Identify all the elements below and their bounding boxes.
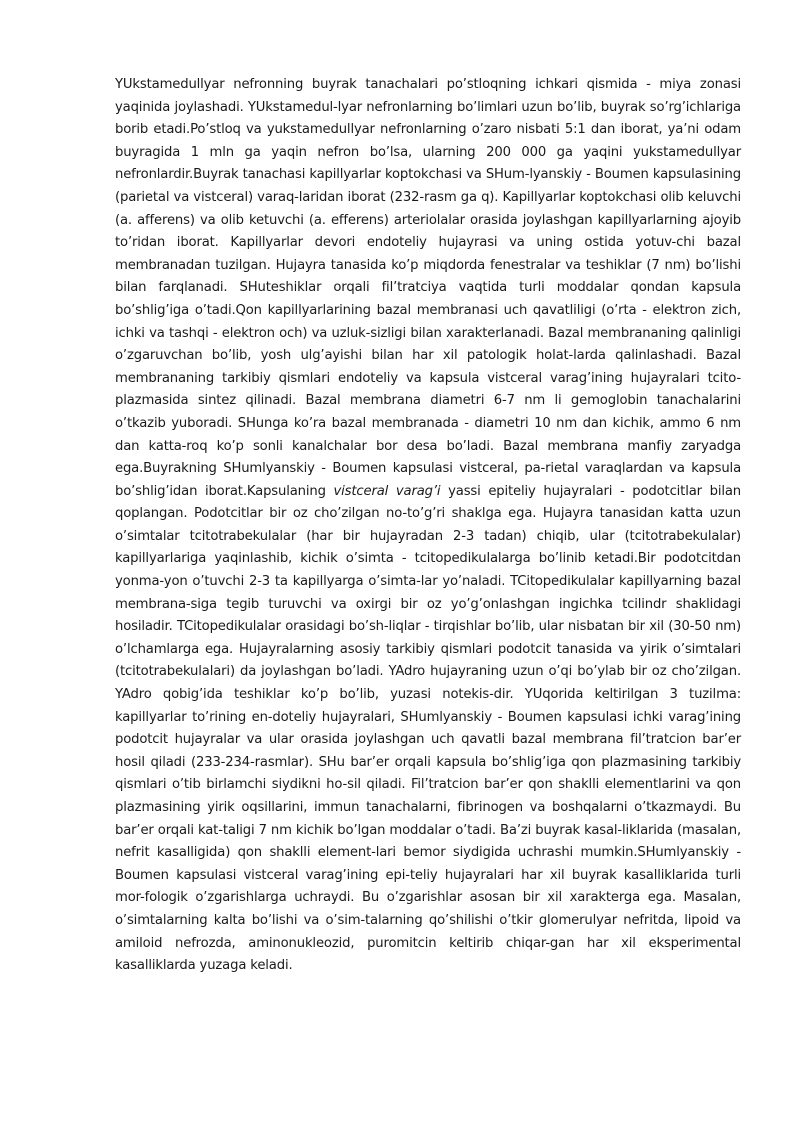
text-before-italic: YUkstamedullyar nefronning buyrak tanachalari po’stloqning ichkari qismida - miya zonasi yaqinida joylashadi. YUkstamedul-lyar nefronlarning bo’limlari uzun bo’lib, buyrak so’rg’ichlariga borib etadi.Po’stloq va yukstamedullyar nefronlarning o’zaro nisbati 5:1 dan iborat, ya’ni odam buyragida 1 mln ga yaqin nefron bo’lsa, ularning 200 000 ga yaqini yukstamedullyar nefronlardir.Buyrak tanachasi kapillyarlar koptokchasi va SHum-lyanskiy - Boumen kapsulasining (parietal va vistceral) varaq-laridan iborat (232-rasm ga q). Kapillyarlar koptokchasi olib keluvchi (a. afferens) va olib ketuvchi (a. efferens) arteriolalar orasida joylashgan kapillyarlarning ajoyib to’ridan iborat. Kapillyarlar devori endoteliy hujayrasi va uning ostida yotuv-chi bazal membranadan tuzilgan. Hujayra tanasida ko’p miqdorda fenestralar va teshiklar (7 nm) bo’lishi bilan farqlanadi. SHuteshiklar orqali fil’tratciya vaqtida turli moddalar qondan kapsula bo’shlig’iga o’tadi.Qon kapillyarlarining bazal membranasi uch qavatliligi (o’rta - elektron zich, ichki va tashqi - elektron och) va uzluk-sizligi bilan xarakterlanadi. Bazal membrananing qalinligi o’zgaruvchan bo’lib, yosh ulg’ayishi bilan har xil patologik holat-larda qalinlashadi. Bazal membrananing tarkibiy qismlari endoteliy va kapsula vistceral varag’ining hujayralari tcito-plazmasida sintez qilinadi. Bazal membrana diametri 6-7 nm li gemoglobin tanachalarini o’tkazib yuboradi. SHunga ko’ra bazal membranada - diametri 10 nm dan kichik, ammo 6 nm dan katta-roq ko’p sonli kanalchalar bor desa bo’ladi. Bazal membrana manfiy zaryadga ega.Buyrakning SHumlyanskiy - Boumen kapsulasi vistceral, pa-rietal varaqlardan va kapsula bo’shlig’idan iborat.Kapsulaning xyxy=(115,77,741,499)
body-text xyxy=(115,74,741,978)
paragraph xyxy=(115,74,741,978)
text-after-italic: yassi epiteliy hujayralari - podotcitlar bilan qoplangan. Podotcitlar bir oz cho’zilgan no-to’g’ri shaklga ega. Hujayra tanasidan katta uzun o’simtalar tcitotrabekulalar (har bir hujayradan 2-3 tadan) chiqib, ular (tcitotrabekulalar) kapillyarlariga yaqinlashib, kichik o’simta - tcitopedikulalarga bo’linib ketadi.Bir podotcitdan yonma-yon o’tuvchi 2-3 ta kapillyarga o’simta-lar yo’naladi. TCitopedikulalar kapillyarning bazal membrana-siga tegib turuvchi va oxirgi bir oz yo’g’onlashgan ingichka tcilindr shaklidagi hosiladir. TCitopedikulalar orasidagi bo’sh-liqlar - tirqishlar bo’lib, ular nisbatan bir xil (30-50 nm) o’lchamlarga ega. Hujayralarning asosiy tarkibiy qismlari podotcit tanasida va yirik o’simtalari (tcitotrabekulalari) da joylashgan bo’ladi. YAdro hujayraning uzun o’qi bo’ylab bir oz cho’zilgan. YAdro qobig’ida teshiklar ko’p bo’lib, yuzasi notekis-dir. YUqorida keltirilgan 3 tuzilma: kapillyarlar to’rining en-doteliy hujayralari, SHumlyanskiy - Boumen kapsulasi ichki varag’ining podotcit hujayralar va ular orasida joylashgan uch qavatli bazal membrana fil’tratcion bar’er hosil qiladi (233-234-rasmlar). SHu bar’er orqali kapsula bo’shlig’iga qon plazmasining tarkibiy qismlari o’tib birlamchi siydikni ho-sil qiladi. Fil’tratcion bar’er qon shaklli elementlarini va qon plazmasining yirik oqsillarini, immun tanachalarni, fibrinogen va boshqalarni o’tkazmaydi. Bu bar’er orqali kat-taligi 7 nm kichik bo’lgan moddalar o’tadi. Ba’zi buyrak kasal-liklarida (masalan, nefrit kasalligida) qon shaklli element-lari bemor siydigida uchrashi mumkin.SHumlyanskiy - Boumen kapsulasi vistceral varag’ining epi-teliy hujayralari har xil buyrak kasalliklarida turli mor-fologik o’zgarishlarga uchraydi. Bu o’zgarishlar asosan bir xil xarakterga ega. Masalan, o’simtalarning kalta bo’lishi va o’sim-talarning qo’shilishi o’tkir glomerulyar nefritda, lipoid va amiloid nefrozda, aminonukleozid, puromitcin keltirib chiqar-gan har xil eksperimental kasalliklarda yuzaga keladi. xyxy=(115,483,741,974)
italic-term: vistceral varag’i xyxy=(333,483,441,499)
